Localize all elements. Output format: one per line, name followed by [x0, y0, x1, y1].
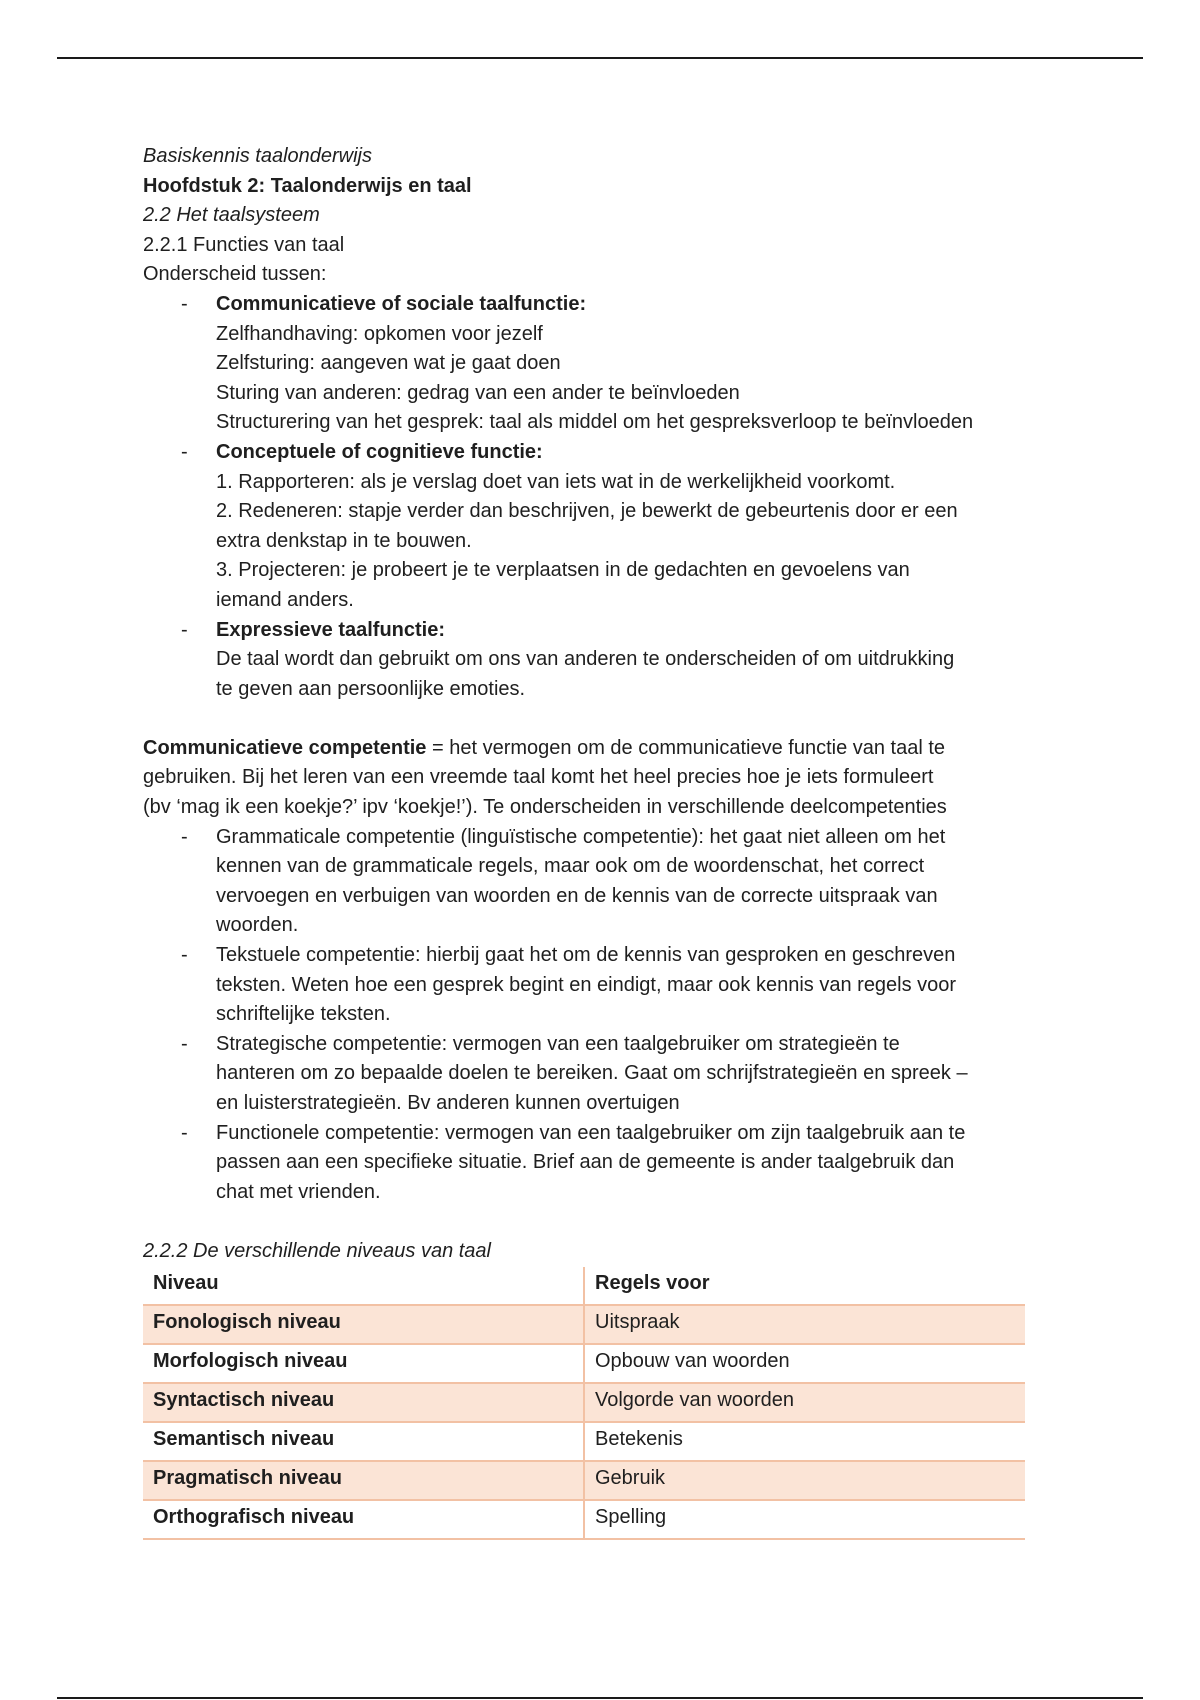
header-regels-voor: Regels voor — [584, 1267, 1025, 1305]
level-name: Orthografisch niveau — [143, 1500, 584, 1539]
spacer — [143, 1207, 1063, 1237]
function-line: Sturing van anderen: gedrag van een ander te beïnvloeden — [216, 381, 740, 404]
function-line: Structurering van het gesprek: taal als middel om het gespreksverloop te beïnvloeden — [216, 411, 974, 434]
competence-line: schriftelijke teksten. — [216, 1003, 391, 1026]
levels-header-row — [143, 1267, 1025, 1305]
course-title: Basiskennis taalonderwijs — [143, 145, 373, 167]
level-rule: Volgorde van woorden — [584, 1383, 1025, 1422]
function-line: extra denkstap in te bouwen. — [216, 529, 472, 552]
competence-line: vervoegen en verbuigen van woorden en de kennis van de correcte uitspraak van — [216, 884, 938, 907]
table-row — [143, 1422, 1025, 1461]
function-line: iemand anders. — [216, 588, 354, 611]
function-line: 3. Projecteren: je probeert je te verplaatsen in de gedachten en gevoelens van — [216, 559, 910, 582]
competence-term: Communicatieve competentie — [143, 736, 427, 759]
table-row — [143, 1344, 1025, 1383]
level-rule: Gebruik — [584, 1461, 1025, 1500]
level-name: Semantisch niveau — [143, 1422, 584, 1461]
competence-line: hanteren om zo bepaalde doelen te bereiken. Gaat om schrijfstrategieën en spreek – — [216, 1062, 968, 1085]
level-name: Fonologisch niveau — [143, 1305, 584, 1344]
level-name: Pragmatisch niveau — [143, 1461, 584, 1500]
competence-line: kennen van de grammaticale regels, maar ook om de woordenschat, het correct — [216, 855, 925, 878]
bottom-rule — [57, 1697, 1143, 1699]
chapter-heading: Hoofdstuk 2: Taalonderwijs en taal — [143, 174, 472, 197]
subsection-heading: 2.2.1 Functies van taal — [143, 233, 345, 256]
function-line: 2. Redeneren: stapje verder dan beschrijven, je bewerkt de gebeurtenis door er een — [216, 500, 958, 523]
level-rule: Opbouw van woorden — [584, 1344, 1025, 1383]
levels-table — [143, 1267, 1025, 1540]
competence-line: chat met vrienden. — [216, 1180, 381, 1203]
level-name: Morfologisch niveau — [143, 1344, 584, 1383]
competence-list — [143, 823, 1063, 1208]
competence-line: passen aan een specifieke situatie. Brief aan de gemeente is ander taalgebruik dan — [216, 1151, 955, 1174]
competence-item — [143, 1030, 1063, 1119]
level-rule: Spelling — [584, 1500, 1025, 1539]
function-item — [143, 438, 1063, 616]
function-line: 1. Rapporteren: als je verslag doet van iets wat in de werkelijkheid voorkomt. — [216, 470, 896, 493]
competence-line: - Grammaticale competentie (linguïstische competentie): het gaat niet alleen om het — [216, 825, 946, 848]
competence-item — [143, 941, 1063, 1030]
competence-text: gebruiken. Bij het leren van een vreemde taal komt het heel precies hoe je iets formuleert — [143, 766, 934, 789]
competence-line: woorden. — [216, 914, 299, 937]
function-item — [143, 290, 1063, 438]
function-title: - Conceptuele of cognitieve functie: — [216, 440, 543, 463]
document-body — [143, 142, 1063, 1540]
section-heading: 2.2 Het taalsysteem — [143, 204, 320, 227]
competence-definition-text: = het vermogen om de communicatieve functie van taal te — [426, 736, 946, 759]
table-row — [143, 1500, 1025, 1539]
spacer — [143, 704, 1063, 734]
function-line: De taal wordt dan gebruikt om ons van anderen te onderscheiden of om uitdrukking — [216, 648, 955, 671]
table-row — [143, 1305, 1025, 1344]
competence-line: en luisterstrategieën. Bv anderen kunnen overtuigen — [216, 1092, 680, 1114]
function-title: - Communicatieve of sociale taalfunctie: — [216, 292, 587, 315]
functions-list — [143, 290, 1063, 704]
function-line: te geven aan persoonlijke emoties. — [216, 677, 526, 700]
function-line: Zelfhandhaving: opkomen voor jezelf — [216, 322, 543, 345]
table-row — [143, 1383, 1025, 1422]
competence-line: - Functionele competentie: vermogen van een taalgebruiker om zijn taalgebruik aan te — [216, 1121, 966, 1144]
competence-item — [143, 1119, 1063, 1208]
level-rule: Betekenis — [584, 1422, 1025, 1461]
level-rule: Uitspraak — [584, 1305, 1025, 1344]
level-name: Syntactisch niveau — [143, 1383, 584, 1422]
top-rule — [57, 57, 1143, 59]
competence-line: teksten. Weten hoe een gesprek begint en eindigt, maar ook kennis van regels voor — [216, 973, 957, 996]
competence-text: (bv ‘mag ik een koekje?’ ipv ‘koekje!’). Te onderscheiden in verschillende deelcompetenties — [143, 796, 947, 819]
competence-line: - Strategische competentie: vermogen van een taalgebruiker om strategieën te — [216, 1032, 900, 1055]
competence-item — [143, 823, 1063, 941]
header-niveau: Niveau — [143, 1267, 584, 1305]
competence-definition — [143, 734, 1063, 764]
function-title: - Expressieve taalfunctie: — [216, 618, 445, 641]
levels-heading: 2.2.2 De verschillende niveaus van taal — [143, 1239, 491, 1262]
competence-line: - Tekstuele competentie: hierbij gaat het om de kennis van gesproken en geschreven — [216, 944, 956, 967]
function-line: Zelfsturing: aangeven wat je gaat doen — [216, 352, 561, 375]
intro-text: Onderscheid tussen: — [143, 263, 327, 286]
function-item — [143, 616, 1063, 705]
table-row — [143, 1461, 1025, 1500]
